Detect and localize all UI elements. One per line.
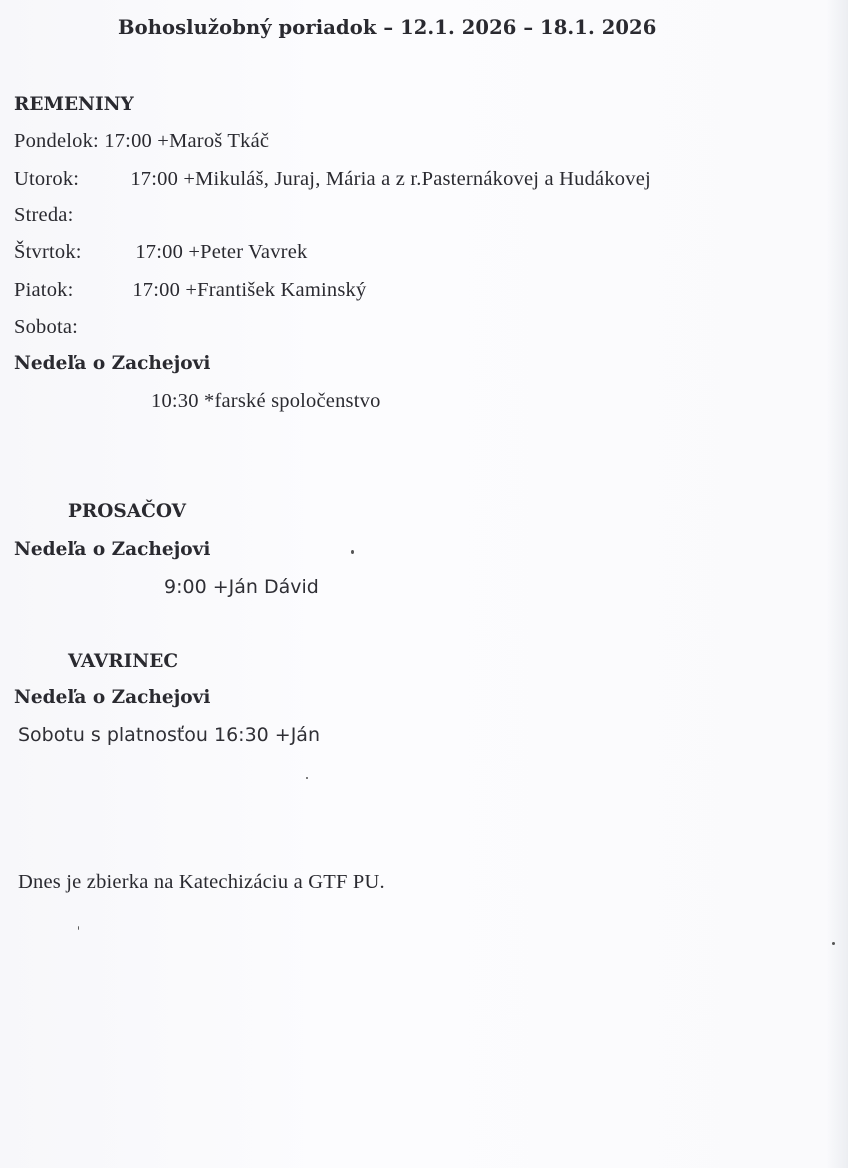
day-entry: 17:00 +Maroš Tkáč	[104, 130, 270, 152]
saturday-entry-vavrinec: Sobotu s platnosťou 16:30 +Ján	[18, 724, 320, 746]
schedule-row-saturday	[14, 316, 78, 339]
sunday-entry-remeniny: 10:30 *farské spoločenstvo	[151, 390, 381, 412]
scan-speck	[78, 926, 79, 930]
section-heading-remeniny: REMENINY	[14, 94, 134, 115]
schedule-row-friday	[14, 279, 366, 302]
sunday-label-vavrinec: Nedeľa o Zachejovi	[14, 687, 211, 708]
day-label: Piatok:	[14, 279, 74, 301]
day-label: Štvrtok:	[14, 241, 82, 263]
day-label: Streda:	[14, 204, 74, 226]
sunday-label-remeniny: Nedeľa o Zachejovi	[14, 353, 211, 374]
day-label: Sobota:	[14, 316, 79, 338]
schedule-row-monday	[14, 130, 269, 153]
day-label: Pondelok:	[14, 130, 99, 152]
schedule-row-thursday	[14, 241, 307, 264]
day-entry: 17:00 +Peter Vavrek	[135, 241, 308, 263]
day-entry: 17:00 +Mikuláš, Juraj, Mária a z r.Pasternákovej a Hudákovej	[130, 168, 651, 190]
scan-speck	[306, 777, 308, 779]
collection-note: Dnes je zbierka na Katechizáciu a GTF PU.	[18, 871, 385, 893]
day-entry: 17:00 +František Kaminský	[132, 279, 367, 301]
schedule-row-tuesday	[14, 168, 651, 191]
document-title: Bohoslužobný poriadok – 12.1. 2026 – 18.1. 2026	[118, 16, 657, 39]
scan-speck	[351, 550, 354, 554]
section-heading-vavrinec: VAVRINEC	[68, 651, 179, 672]
section-heading-prosacov: PROSAČOV	[68, 501, 186, 522]
scan-speck	[832, 942, 835, 945]
day-label: Utorok:	[14, 168, 80, 190]
schedule-row-wednesday	[14, 204, 73, 227]
page-edge-shadow	[826, 0, 848, 1168]
sunday-label-prosacov: Nedeľa o Zachejovi	[14, 539, 211, 560]
sunday-entry-prosacov: 9:00 +Ján Dávid	[164, 576, 319, 598]
